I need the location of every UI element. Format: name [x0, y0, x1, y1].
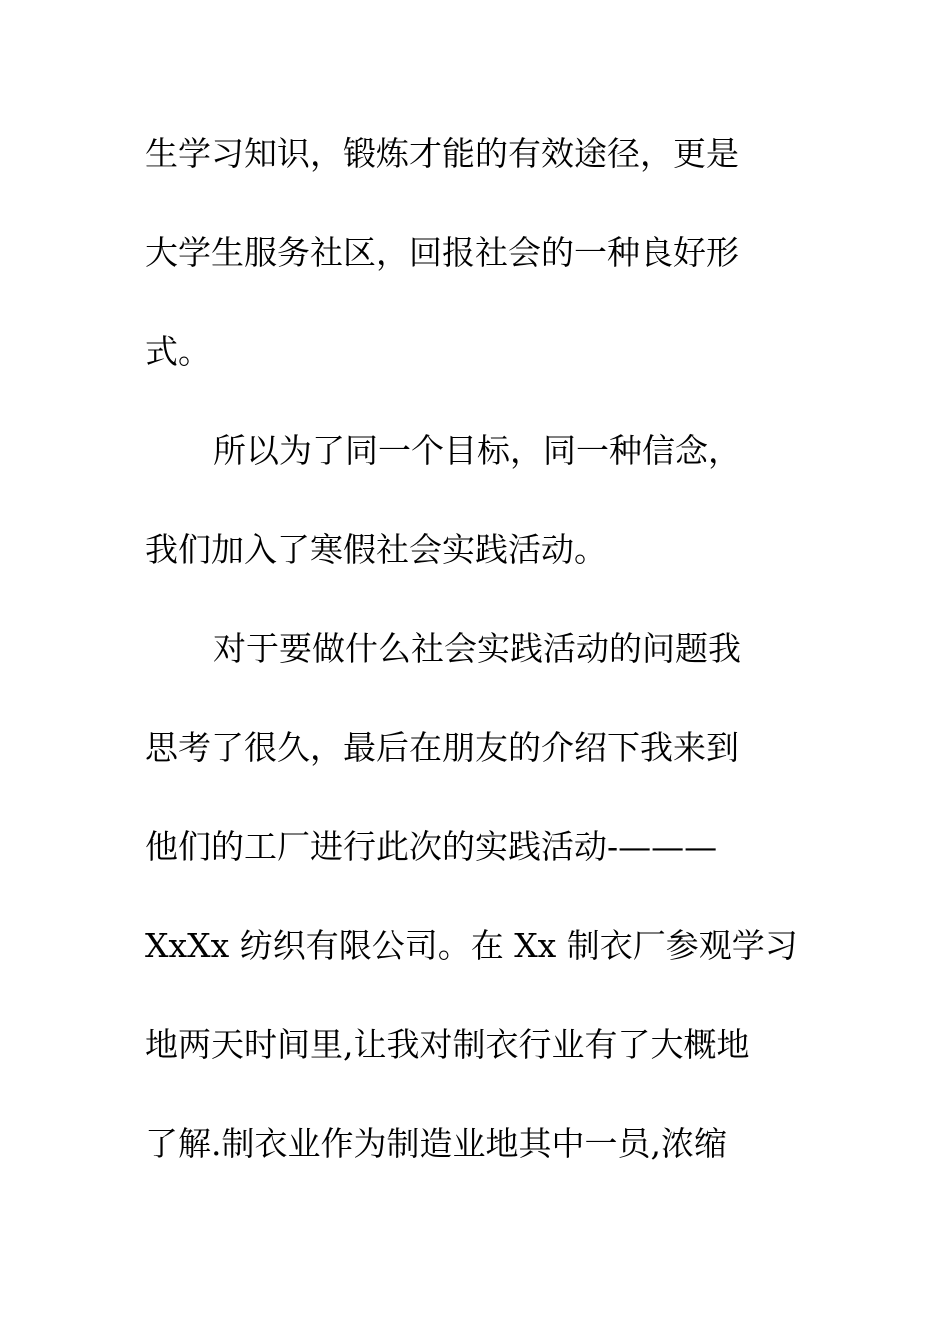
paragraph-line: 大学生服务社区，回报社会的一种良好形: [145, 233, 739, 272]
paragraph-line: 生学习知识，锻炼才能的有效途径，更是: [145, 134, 739, 173]
paragraph-line: 我们加入了寒假社会实践活动。: [145, 530, 607, 569]
paragraph-line: 式。: [145, 332, 211, 371]
paragraph-line: 他们的工厂进行此次的实践活动-———: [145, 827, 718, 866]
paragraph-line: XxXx 纺织有限公司。在 Xx 制衣厂参观学习: [145, 926, 798, 965]
paragraph-line: 思考了很久，最后在朋友的介绍下我来到: [145, 728, 739, 767]
paragraph-line: 了解.制衣业作为制造业地其中一员,浓缩: [145, 1124, 727, 1163]
paragraph-line: 对于要做什么社会实践活动的问题我: [213, 629, 741, 668]
paragraph-line: 地两天时间里,让我对制衣行业有了大概地: [145, 1025, 750, 1064]
paragraph-line: 所以为了同一个目标，同一种信念，: [213, 431, 741, 470]
